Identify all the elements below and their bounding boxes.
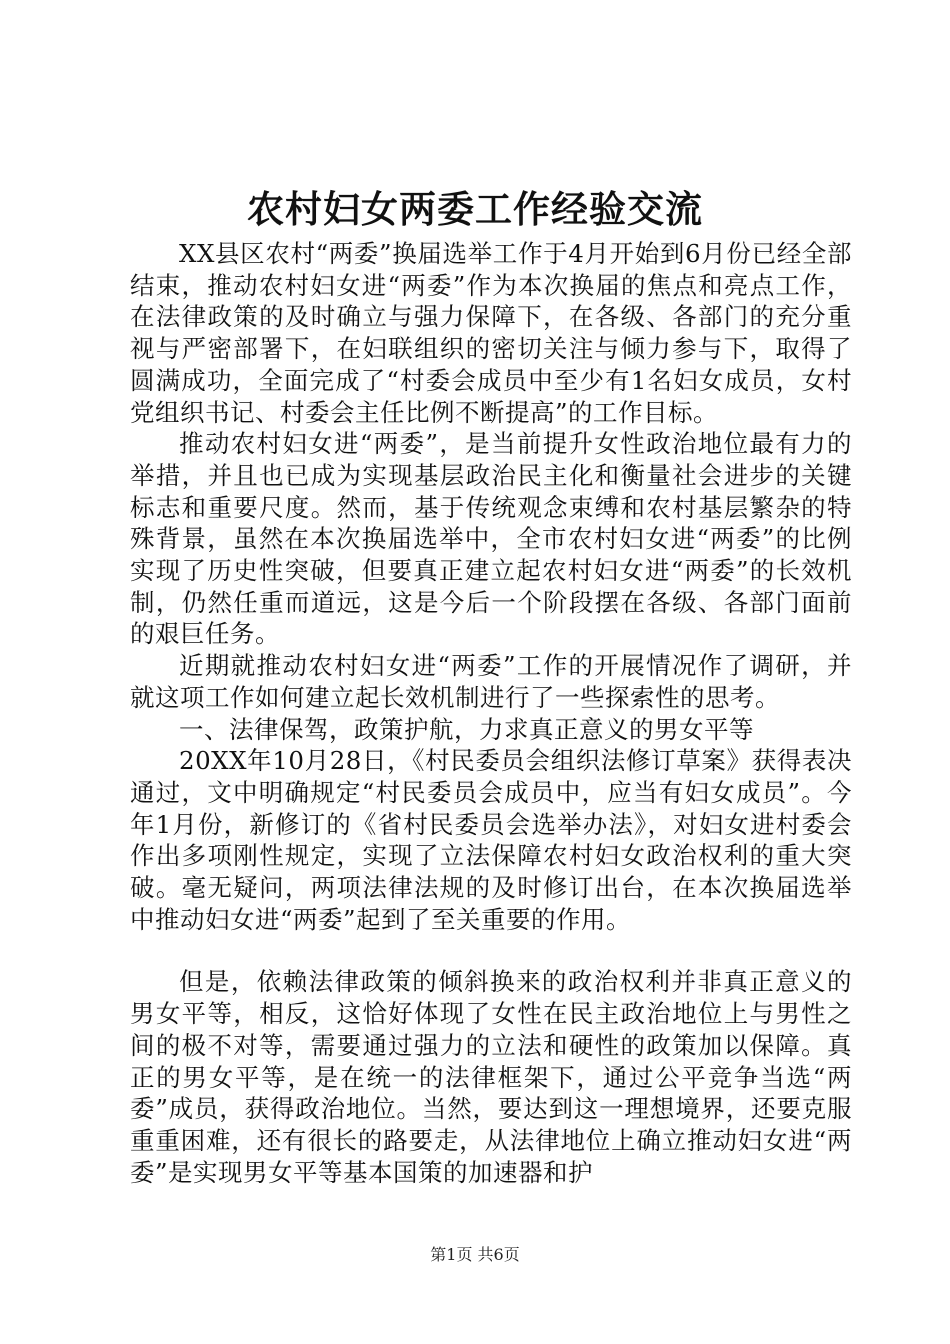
- section-heading: 一、法律保驾，政策护航，力求真正意义的男女平等: [179, 714, 754, 744]
- document-body: [130, 238, 852, 1188]
- paragraph-spacer: [130, 935, 852, 966]
- paragraph-significance: 推动农村妇女进“两委”，是当前提升女性政治地位最有力的举措，并且也已成为实现基层政治民主化和衡量社会进步的关键标志和重要尺度。然而，基于传统观念束缚和农村基层繁杂的特殊背景，虽然在本次换届选举中，全市农村妇女进“两委”的比例实现了历史性突破，但要真正建立起农村妇女进“两委”的长效机制，仍然任重而道远，这是今后一个阶段摆在各级、各部门面前的艰巨任务。: [130, 429, 852, 649]
- paragraph-equality: 但是，依赖法律政策的倾斜换来的政治权利并非真正意义的男女平等，相反，这恰好体现了女性在民主政治地位上与男性之间的极不对等，需要通过强力的立法和硬性的政策加以保障。真正的男女平等，是在统一的法律框架下，通过公平竞争当选“两委”成员，获得政治地位。当然，要达到这一理想境界，还要克服重重困难，还有很长的路要走，从法律地位上确立推动妇女进“两委”是实现男女平等基本国策的加速器和护: [130, 967, 852, 1187]
- paragraph-research: 近期就推动农村妇女进“两委”工作的开展情况作了调研，并就这项工作如何建立起长效机制进行了一些探索性的思考。: [130, 651, 852, 712]
- page-number: 第1页 共6页: [430, 1245, 520, 1264]
- paragraph-intro: XX县区农村“两委”换届选举工作于4月开始到6月份已经全部结束，推动农村妇女进“两委”作为本次换届的焦点和亮点工作，在法律政策的及时确立与强力保障下，在各级、各部门的充分重视与严密部署下，在妇联组织的密切关注与倾力参与下，取得了圆满成功，全面完成了“村委会成员中至少有1名妇女成员，女村党组织书记、村委会主任比例不断提高”的工作目标。: [130, 239, 852, 427]
- document-title: 农村妇女两委工作经验交流: [247, 187, 703, 231]
- paragraph-law: 20XX年10月28日，《村民委员会组织法修订草案》获得表决通过，文中明确规定“村民委员会成员中，应当有妇女成员”。今年1月份，新修订的《省村民委员会选举办法》，对妇女进村委会作出多项刚性规定，实现了立法保障农村妇女政治权利的重大突破。毫无疑问，两项法律法规的及时修订出台，在本次换届选举中推动妇女进“两委”起到了至关重要的作用。: [130, 746, 852, 934]
